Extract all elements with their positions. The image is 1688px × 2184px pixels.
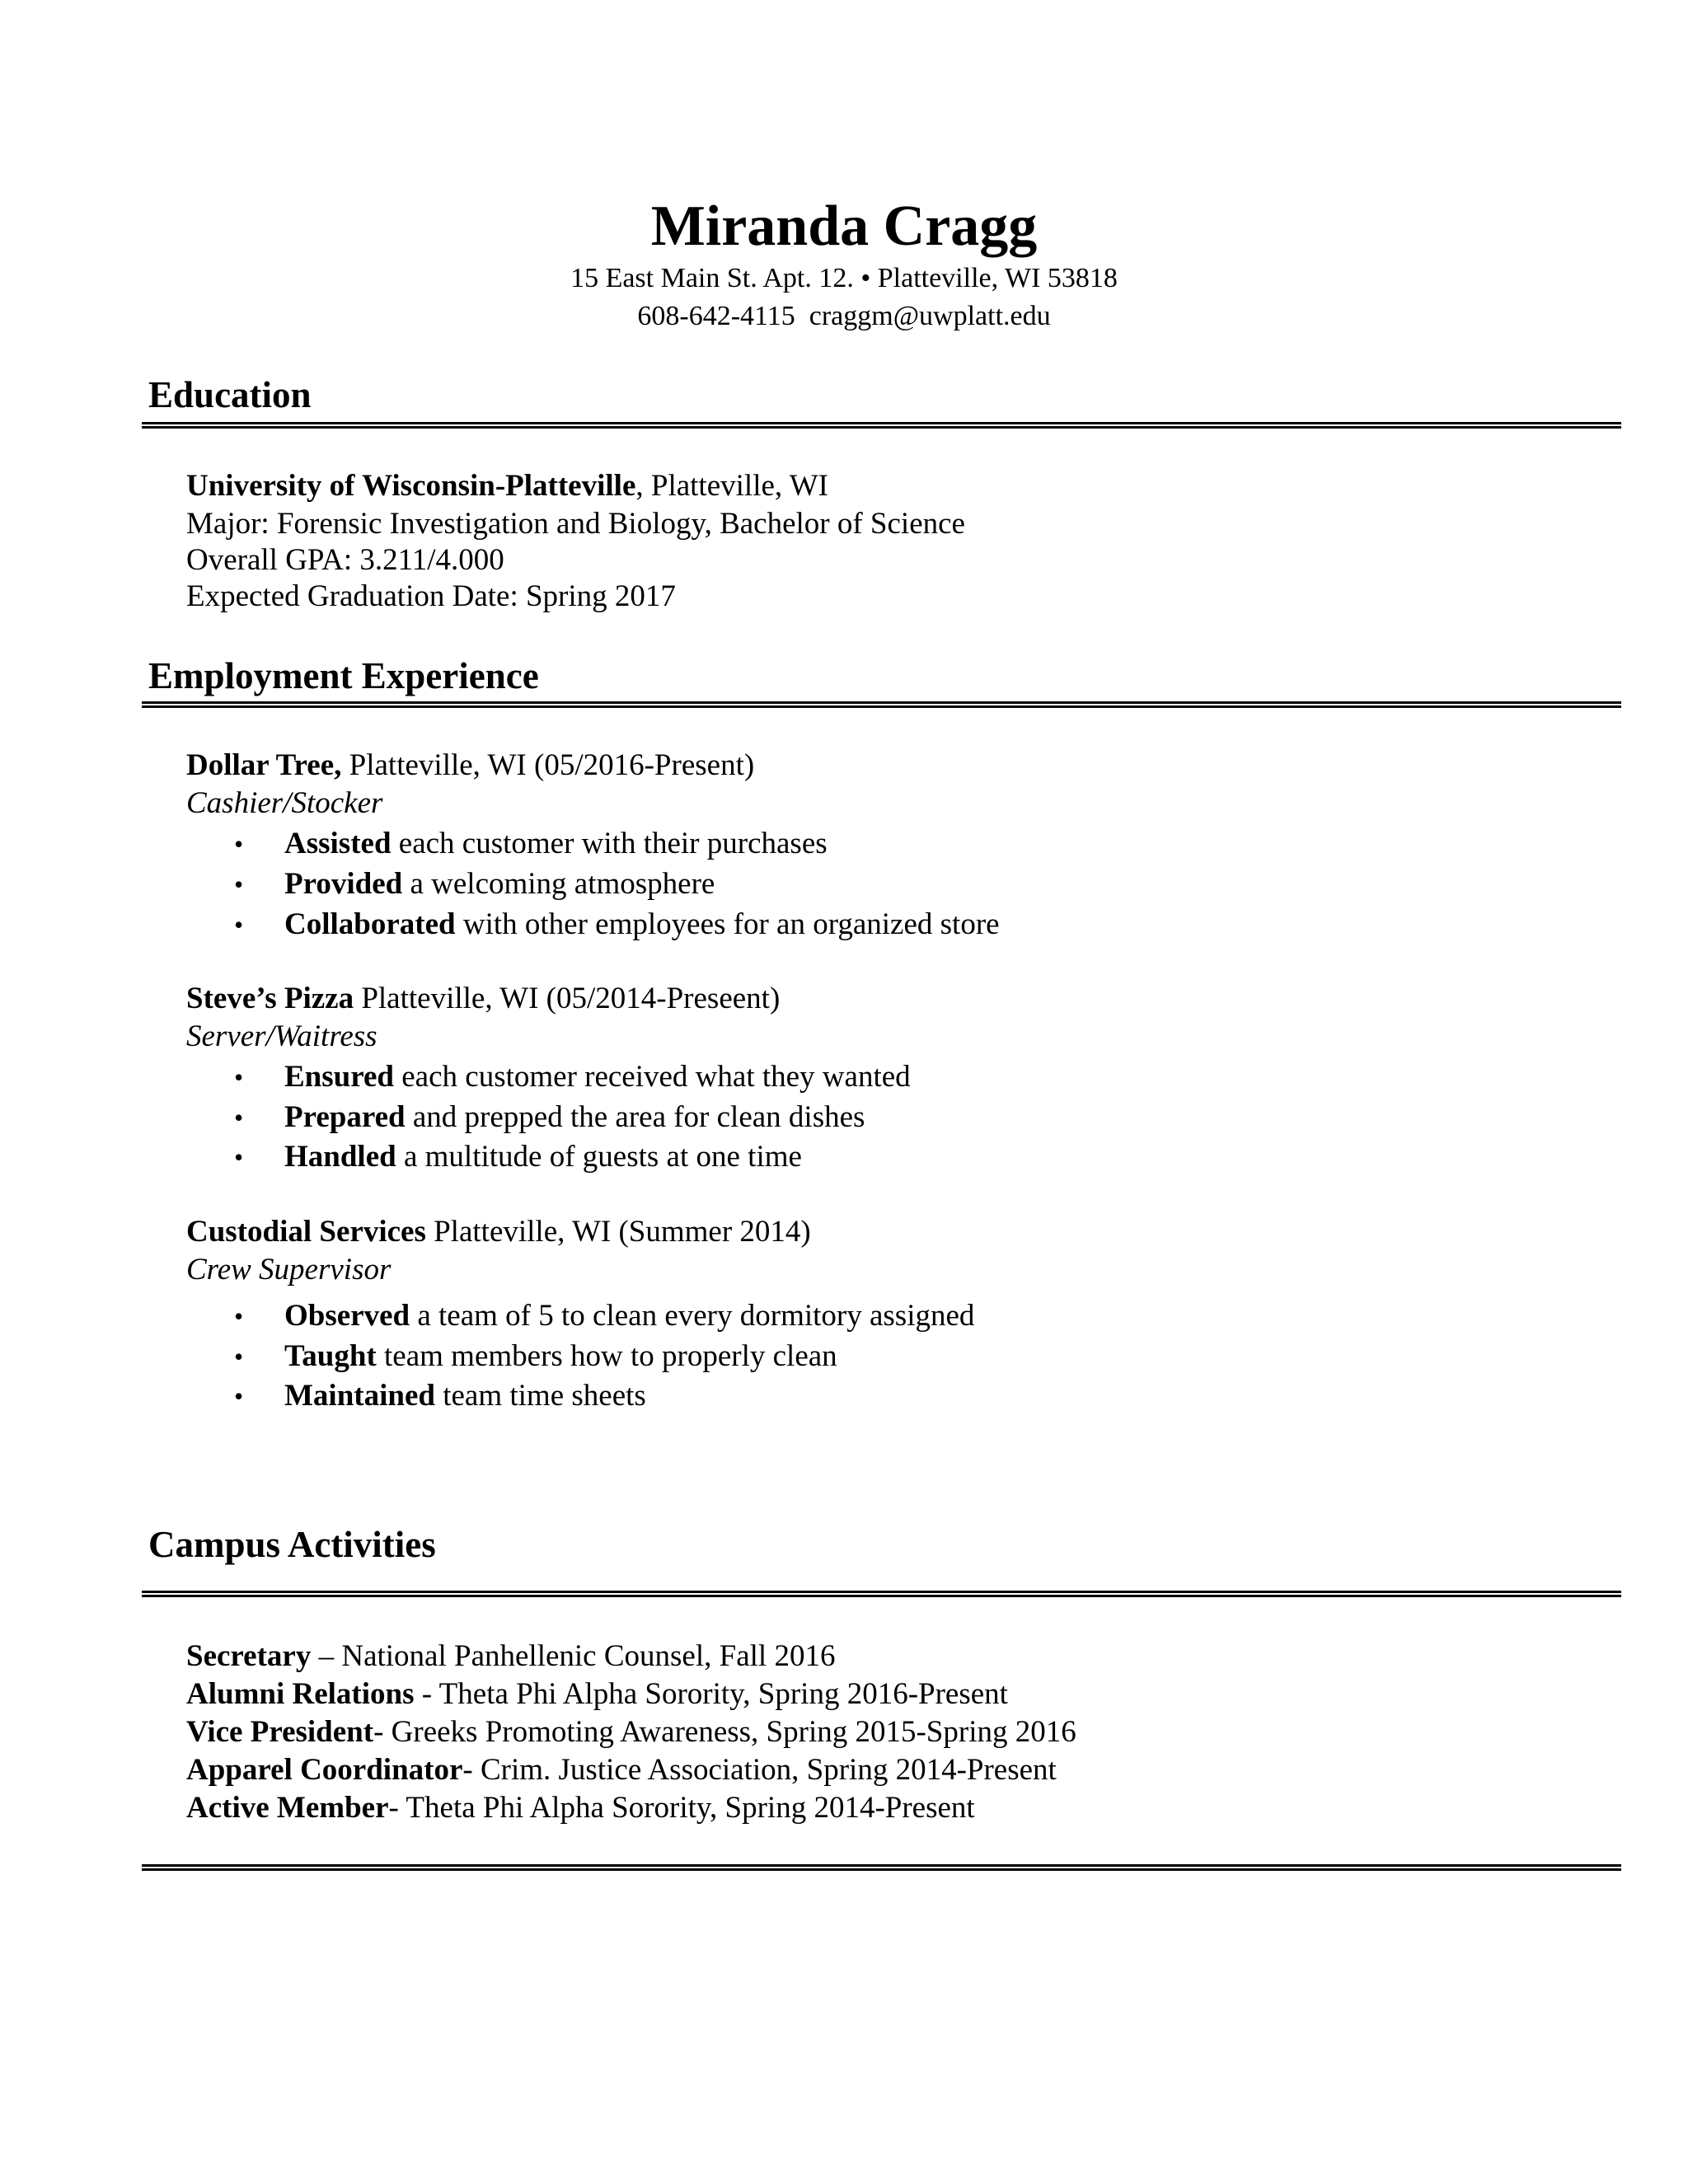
phone-number: 608-642-4115: [637, 301, 795, 331]
section-divider: [142, 1864, 1621, 1871]
gpa-line: Overall GPA: 3.211/4.000: [186, 543, 504, 577]
job-bullet: [284, 1099, 865, 1137]
job-bullet: [284, 865, 715, 903]
job-header: [186, 1213, 811, 1251]
bullet-text: each customer received what they wanted: [394, 1060, 911, 1094]
bullet-icon: •: [234, 1142, 244, 1172]
activity-text: - Theta Phi Alpha Sorority, Spring 2016-Present: [414, 1677, 1008, 1711]
bullet-verb: Collaborated: [284, 907, 456, 941]
job-role: Crew Supervisor: [186, 1253, 392, 1286]
job-details: Platteville, WI (05/2014-Preseent): [354, 982, 781, 1015]
bullet-icon: •: [234, 1342, 244, 1371]
section-divider: [142, 701, 1621, 708]
employer-name: Steve’s Pizza: [186, 982, 354, 1015]
employer-name: Dollar Tree,: [186, 748, 342, 782]
activity-text: - Crim. Justice Association, Spring 2014-Present: [462, 1753, 1057, 1787]
section-title-activities: Campus Activities: [148, 1524, 436, 1565]
bullet-text: with other employees for an organized store: [455, 907, 1000, 941]
activity-role: Apparel Coordinator: [186, 1753, 463, 1787]
job-bullet: [284, 1058, 911, 1096]
bullet-icon: •: [234, 1062, 244, 1092]
job-bullet: [284, 1377, 646, 1415]
activity-item: [186, 1638, 835, 1675]
job-bullet: [284, 906, 1000, 944]
activity-text: - Greeks Promoting Awareness, Spring 2015-Spring 2016: [373, 1715, 1076, 1749]
section-divider: [142, 1591, 1621, 1597]
bullet-verb: Ensured: [284, 1060, 394, 1094]
job-bullet: [284, 1138, 802, 1176]
bullet-icon: •: [234, 1103, 244, 1132]
activity-text: – National Panhellenic Counsel, Fall 2016: [311, 1639, 836, 1673]
bullet-verb: Observed: [284, 1299, 410, 1333]
school-name: University of Wisconsin-Platteville: [186, 469, 636, 503]
email-address: craggm@uwplatt.edu: [809, 301, 1051, 331]
employer-name: Custodial Services: [186, 1215, 426, 1249]
job-details: Platteville, WI (Summer 2014): [425, 1215, 811, 1249]
activity-role: Vice President: [186, 1715, 374, 1749]
bullet-verb: Handled: [284, 1140, 396, 1174]
activity-item: [186, 1713, 1076, 1751]
job-details: Platteville, WI (05/2016-Present): [341, 748, 755, 782]
bullet-verb: Taught: [284, 1339, 377, 1373]
major-line: Major: Forensic Investigation and Biology, Bachelor of Science: [186, 507, 965, 541]
job-bullet: [284, 1297, 974, 1335]
bullet-text: team time sheets: [434, 1379, 646, 1413]
job-header: [186, 980, 780, 1018]
bullet-verb: Provided: [284, 867, 403, 901]
activity-item: [186, 1751, 1057, 1789]
bullet-text: a multitude of guests at one time: [396, 1140, 802, 1174]
resume-name: Miranda Cragg: [650, 194, 1038, 258]
activity-role: Alumni Relations: [186, 1677, 415, 1711]
bullet-text: team members how to properly clean: [376, 1339, 837, 1373]
school-line: [186, 467, 828, 505]
section-divider: [142, 422, 1621, 429]
bullet-text: and prepped the area for clean dishes: [405, 1100, 865, 1134]
bullet-icon: •: [234, 1301, 244, 1331]
graduation-line: Expected Graduation Date: Spring 2017: [186, 579, 676, 613]
bullet-text: a welcoming atmosphere: [402, 867, 715, 901]
section-title-education: Education: [148, 374, 312, 415]
job-bullet: [284, 825, 828, 863]
activity-text: - Theta Phi Alpha Sorority, Spring 2014-Present: [388, 1791, 975, 1825]
job-header: [186, 747, 754, 785]
section-title-employment: Employment Experience: [148, 655, 539, 696]
bullet-icon: •: [234, 869, 244, 899]
address-line: 15 East Main St. Apt. 12. • Platteville, WI 53818: [570, 263, 1118, 293]
activity-item: [186, 1789, 975, 1827]
bullet-icon: •: [234, 829, 244, 859]
activity-item: [186, 1675, 1008, 1713]
bullet-verb: Maintained: [284, 1379, 435, 1413]
bullet-verb: Prepared: [284, 1100, 406, 1134]
job-role: Cashier/Stocker: [186, 786, 383, 820]
bullet-icon: •: [234, 1381, 244, 1411]
job-role: Server/Waitress: [186, 1019, 377, 1053]
contact-line: [0, 298, 1688, 335]
bullet-text: each customer with their purchases: [391, 827, 828, 860]
bullet-icon: •: [234, 910, 244, 940]
activity-role: Active Member: [186, 1791, 389, 1825]
job-bullet: [284, 1338, 837, 1376]
bullet-verb: Assisted: [284, 827, 392, 860]
activity-role: Secretary: [186, 1639, 312, 1673]
school-location: , Platteville, WI: [635, 469, 828, 503]
bullet-text: a team of 5 to clean every dormitory assigned: [410, 1299, 975, 1333]
